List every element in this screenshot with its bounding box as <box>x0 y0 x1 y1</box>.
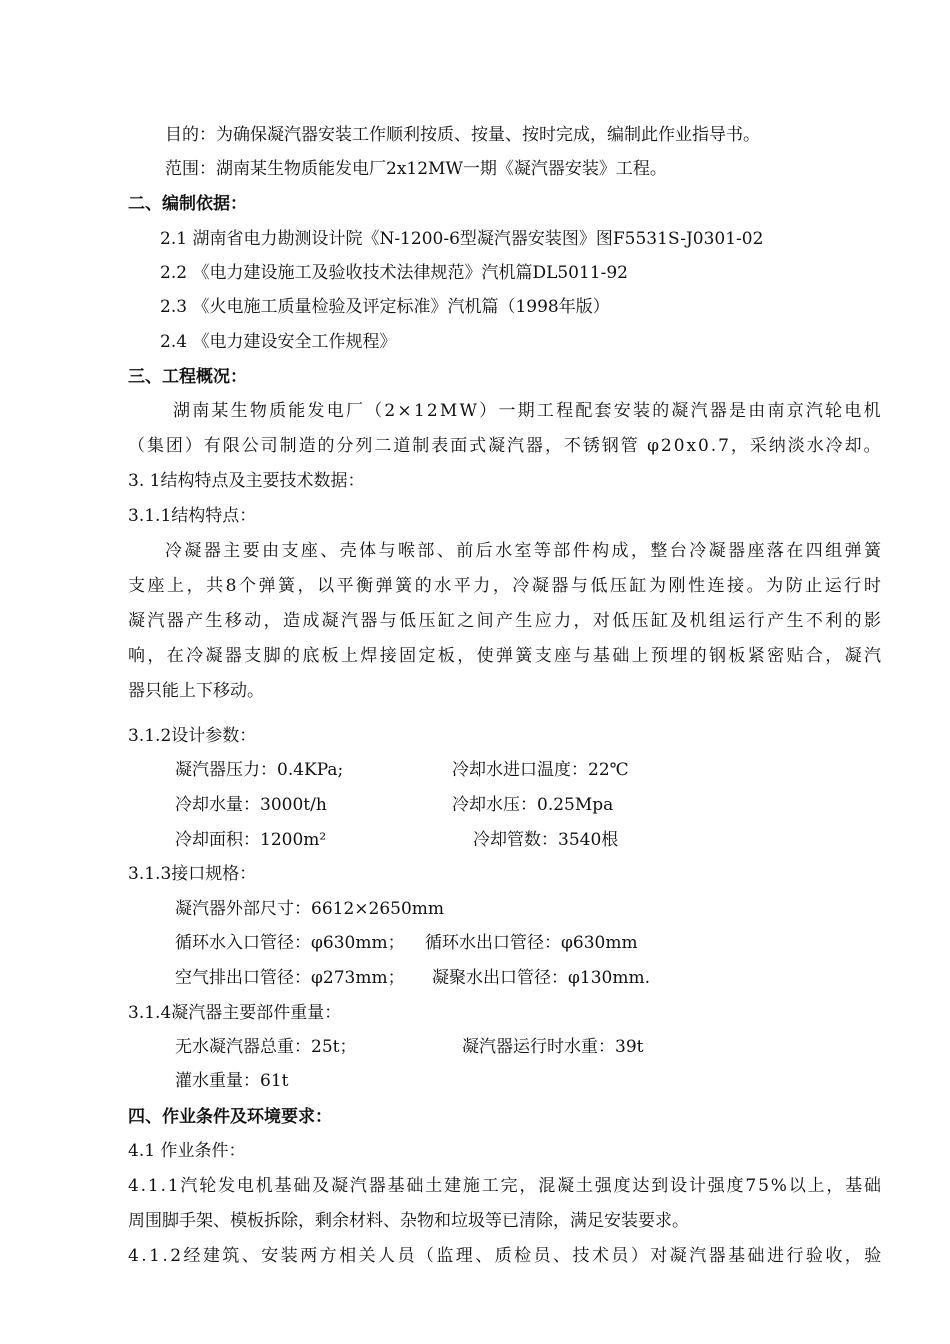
subsection-3-1-title: 3. 1结构特点及主要技术数据： <box>128 471 365 491</box>
overview-line-2: （集团）有限公司制造的分列二道制表面式凝汽器，不锈钢管 φ20x0.7，采纳淡水冷却。 <box>128 436 883 456</box>
param-inlet-temperature: 冷却水进口温度：22℃ <box>452 760 629 780</box>
subsection-3-1-1-title: 3.1.1结构特点： <box>128 506 257 526</box>
purpose-line: 目的：为确保凝汽器安装工作顺利按质、按量、按时完成，编制此作业指导书。 <box>165 125 760 145</box>
basis-item-4: 2.4 《电力建设安全工作规程》 <box>160 332 397 352</box>
subsection-3-1-3-title: 3.1.3接口规格： <box>128 864 257 884</box>
section-heading-overview: 三、工程概况： <box>128 367 247 387</box>
structure-text-line-3: 凝汽器产生移动，造成凝汽器与低压缸之间产生应力，对低压缸及机组运行产生不利的影 <box>128 611 884 631</box>
iface-overall-size: 凝汽器外部尺寸：6612×2650mm <box>175 899 445 919</box>
section-heading-conditions: 四、作业条件及环境要求： <box>128 1107 332 1127</box>
param-tube-count: 冷却管数：3540根 <box>473 830 619 850</box>
condition-4-1-2-line-1: 4.1.2经建筑、安装两方相关人员（监理、质检员、技术员）对凝汽器基础进行验收，验 <box>128 1246 884 1266</box>
iface-circ-outlet: 循环水出口管径：φ630mm <box>425 933 638 953</box>
iface-air-outlet: 空气排出口管径：φ273mm； <box>175 968 405 988</box>
iface-condensate-outlet: 凝聚水出口管径：φ130mm. <box>432 968 650 988</box>
structure-text-line-2: 支座上，共8个弹簧，以平衡弹簧的水平力，冷凝器与低压缸为刚性连接。为防止运行时 <box>128 576 884 596</box>
structure-text-line-5: 器只能上下移动。 <box>128 681 264 701</box>
condition-4-1-1-line-1: 4.1.1汽轮发电机基础及凝汽器基础土建施工完，混凝土强度达到设计强度75%以上，基础 <box>128 1176 883 1196</box>
iface-circ-inlet: 循环水入口管径：φ630mm； <box>175 933 405 953</box>
section-heading-basis: 二、编制依据： <box>128 194 247 214</box>
scope-line: 范围：湖南某生物质能发电厂2x12MW一期《凝汽器安装》工程。 <box>165 159 667 179</box>
overview-line-1: 湖南某生物质能发电厂（2×12MW）一期工程配套安装的凝汽器是由南京汽轮电机 <box>173 401 883 421</box>
weight-flooded: 灌水重量：61t <box>175 1071 289 1091</box>
subsection-3-1-2-title: 3.1.2设计参数： <box>128 726 257 746</box>
subsection-4-1-title: 4.1 作业条件： <box>128 1141 246 1161</box>
param-cooling-flow: 冷却水量：3000t/h <box>175 795 327 815</box>
param-cooling-pressure: 冷却水压：0.25Mpa <box>452 795 614 815</box>
weight-operating-water: 凝汽器运行时水重：39t <box>462 1037 644 1057</box>
weight-dry: 无水凝汽器总重：25t； <box>175 1037 357 1057</box>
basis-item-1: 2.1 湖南省电力勘测设计院《N-1200-6型凝汽器安装图》图F5531S-J0301-02 <box>160 229 764 249</box>
condition-4-1-1-line-2: 周围脚手架、模板拆除，剩余材料、杂物和垃圾等已清除，满足安装要求。 <box>128 1211 689 1231</box>
basis-item-2: 2.2 《电力建设施工及验收技术法律规范》汽机篇DL5011-92 <box>160 263 628 283</box>
basis-item-3: 2.3 《火电施工质量检验及评定标准》汽机篇（1998年版） <box>160 297 610 317</box>
param-cooling-area: 冷却面积：1200m² <box>175 830 327 850</box>
subsection-3-1-4-title: 3.1.4凝汽器主要部件重量： <box>128 1003 342 1023</box>
structure-text-line-4: 响，在冷凝器支脚的底板上焊接固定板，使弹簧支座与基础上预埋的钢板紧密贴合，凝汽 <box>128 646 884 666</box>
param-condenser-pressure: 凝汽器压力：0.4KPa; <box>175 760 344 780</box>
structure-text-line-1: 冷凝器主要由支座、壳体与喉部、前后水室等部件构成，整台冷凝器座落在四组弹簧 <box>165 541 884 561</box>
